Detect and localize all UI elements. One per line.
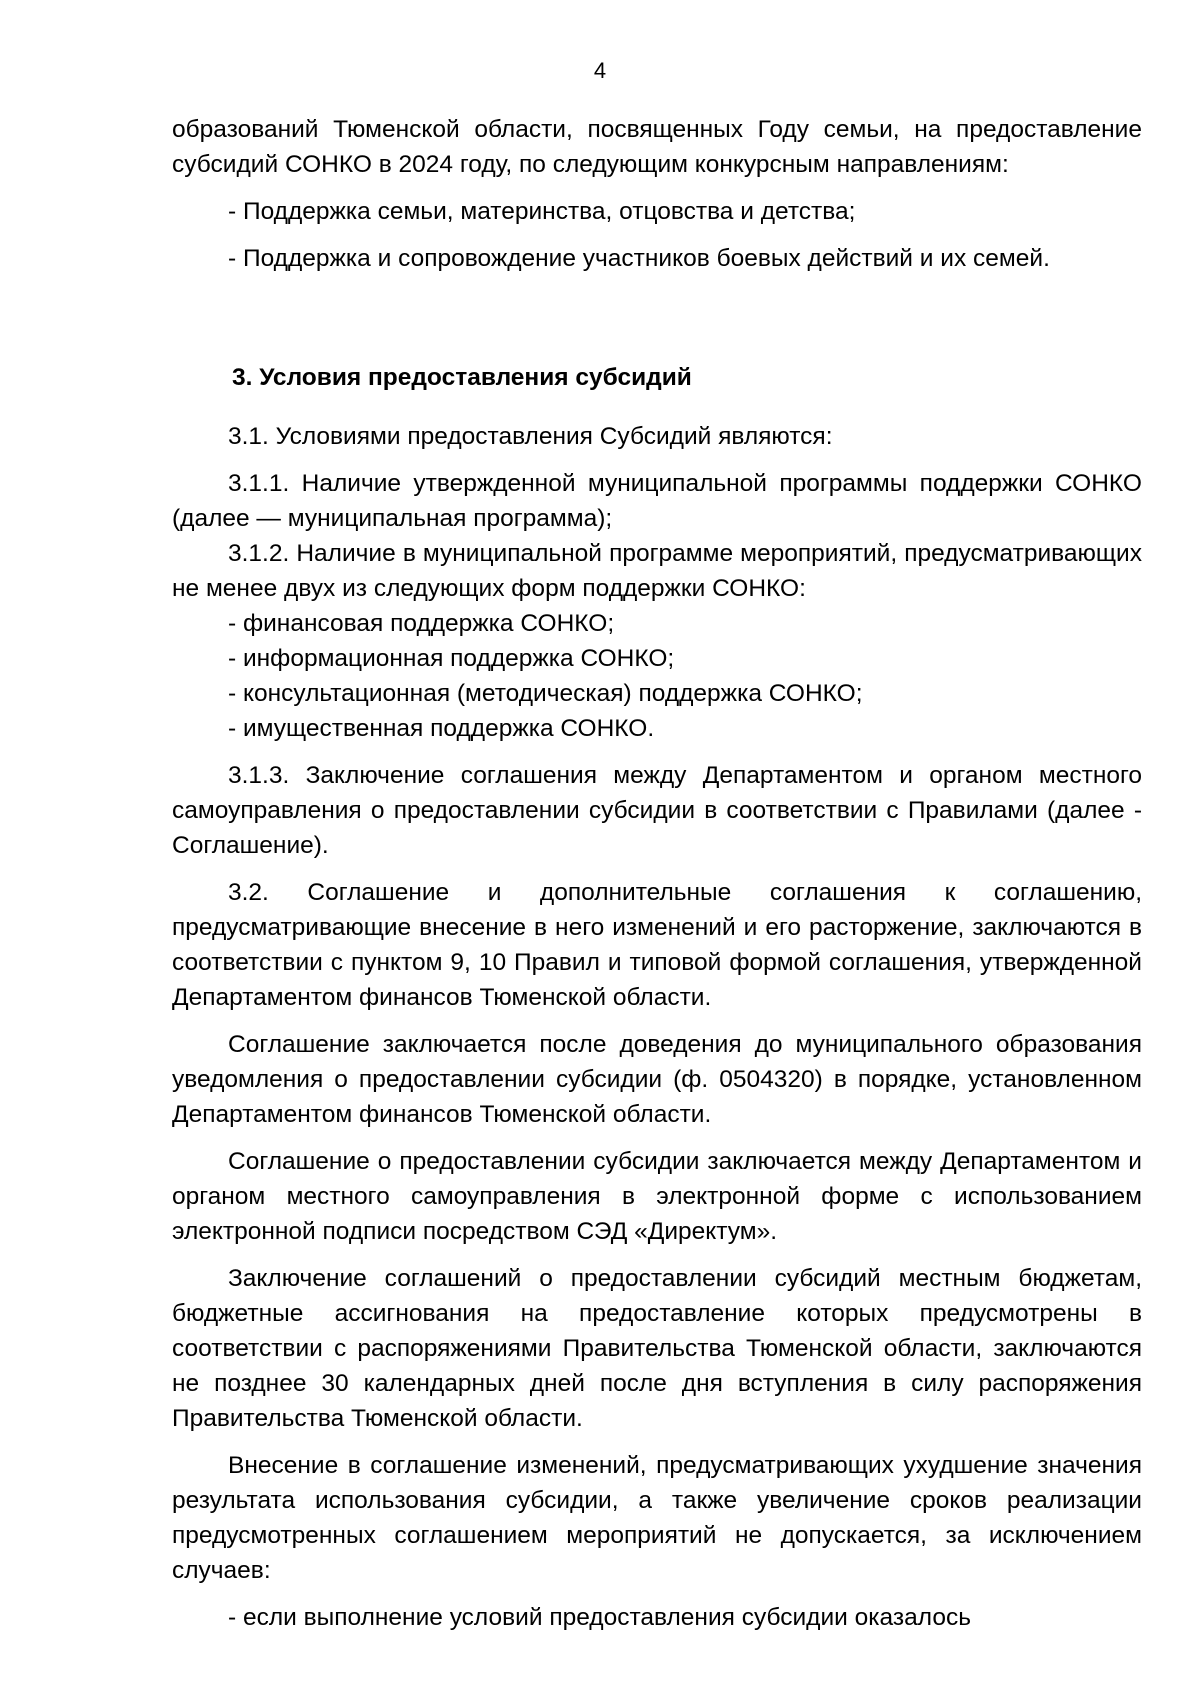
- direction-item: - Поддержка и сопровождение участников боевых действий и их семей.: [228, 245, 1050, 272]
- support-form-item: - консультационная (методическая) поддержка СОНКО;: [228, 680, 863, 707]
- paragraph-3-1: 3.1. Условиями предоставления Субсидий являются:: [228, 423, 833, 450]
- section-heading: 3. Условия предоставления субсидий: [232, 364, 692, 391]
- paragraph-3-1-3: 3.1.3. Заключение соглашения между Департаментом и органом местного самоуправления о предоставлении субсидии в соответствии с Правилами (далее - Соглашение).: [172, 762, 1142, 859]
- paragraph-intro: образований Тюменской области, посвященных Году семьи, на предоставление субсидий СОНКО в 2024 году, по следующим конкурсным направлениям:: [172, 116, 1142, 178]
- support-form-item: - финансовая поддержка СОНКО;: [228, 610, 615, 637]
- page-number: 4: [593, 58, 607, 83]
- paragraph-3-2: 3.2. Соглашение и дополнительные соглашения к соглашению, предусматривающие внесение в него изменений и его расторжение, заключаются в соответствии с пунктом 9, 10 Правил и типовой формой соглашения, утвержденной Департаментом финансов Тюменской области.: [172, 879, 1142, 1011]
- document-body: [172, 112, 1142, 1635]
- paragraph-3-1-2: 3.1.2. Наличие в муниципальной программе мероприятий, предусматривающих не менее двух из следующих форм поддержки СОНКО:: [172, 540, 1142, 602]
- paragraph-agreement-timing: Соглашение заключается после доведения до муниципального образования уведомления о предоставлении субсидии (ф. 0504320) в порядке, установленном Департаментом финансов Тюменской области.: [172, 1031, 1142, 1128]
- paragraph-exception-item: - если выполнение условий предоставления субсидии оказалось: [228, 1604, 971, 1631]
- support-form-item: - информационная поддержка СОНКО;: [228, 645, 675, 672]
- paragraph-agreement-electronic: Соглашение о предоставлении субсидии заключается между Департаментом и органом местного самоуправления в электронной форме с использованием электронной подписи посредством СЭД «Директум».: [172, 1148, 1142, 1245]
- paragraph-3-1-1: 3.1.1. Наличие утвержденной муниципальной программы поддержки СОНКО (далее — муниципальная программа);: [172, 470, 1142, 532]
- support-form-item: - имущественная поддержка СОНКО.: [228, 715, 655, 742]
- paragraph-amendments: Внесение в соглашение изменений, предусматривающих ухудшение значения результата использования субсидии, а также увеличение сроков реализации предусмотренных соглашением мероприятий не допускается, за исключением случаев:: [172, 1452, 1142, 1584]
- paragraph-agreement-deadline: Заключение соглашений о предоставлении субсидий местным бюджетам, бюджетные ассигнования на предоставление которых предусмотрены в соответствии с распоряжениями Правительства Тюменской области, заключаются не позднее 30 календарных дней после дня вступления в силу распоряжения Правительства Тюменской области.: [172, 1265, 1142, 1432]
- direction-item: - Поддержка семьи, материнства, отцовства и детства;: [228, 198, 856, 225]
